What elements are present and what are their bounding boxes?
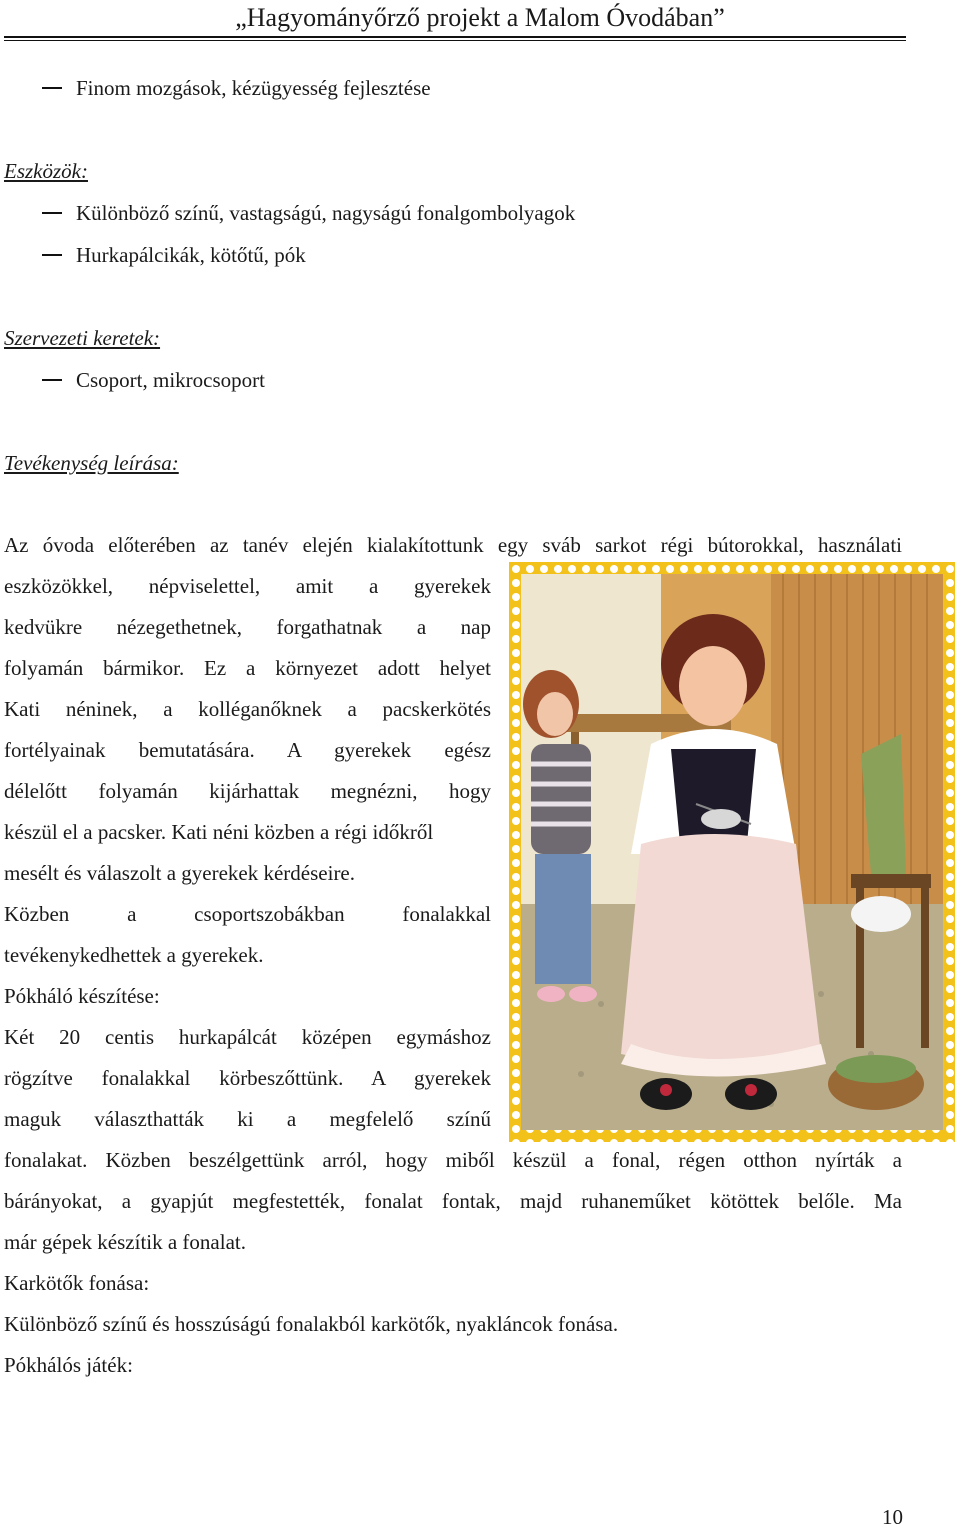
subheading-karkotok: Karkötők fonása: — [4, 1271, 150, 1295]
description-line: rögzítve fonalakkal körbeszőttünk. A gyerekek — [4, 1066, 491, 1090]
description-line: készül el a pacsker. Kati néni közben a régi időkről — [4, 820, 434, 844]
subheading-pokhalos-jatek: Pókhálós játék: — [4, 1353, 133, 1377]
description-line: Kati néninek, a kolléganőknek a pacskerkötés — [4, 697, 491, 721]
tools-heading: Eszközök: — [4, 159, 88, 183]
photo-illustration — [521, 574, 943, 1130]
organization-heading: Szervezeti keretek: — [4, 326, 161, 350]
description-line: Különböző színű és hosszúságú fonalakból karkötők, nyakláncok fonása. — [4, 1312, 619, 1336]
description-line: már gépek készítik a fonalat. — [4, 1230, 246, 1254]
organization-item: Csoport, mikrocsoport — [42, 367, 265, 393]
knitting-demonstration-photo — [509, 562, 955, 1142]
description-line: fortélyainak bemutatására. A gyerekek egész — [4, 738, 491, 762]
description-line: mesélt és válaszolt a gyerekek kérdéseire. — [4, 861, 356, 885]
description-line: tevékenykedhettek a gyerekek. — [4, 943, 264, 967]
header-rule — [4, 36, 906, 38]
description-line: Az óvoda előterében az tanév elején kialakítottunk egy sváb sarkot régi bútorokkal, használati — [4, 533, 902, 557]
page-number: 10 — [882, 1505, 903, 1529]
subheading-pokhalo: Pókháló készítése: — [4, 984, 160, 1008]
description-line: folyamán bármikor. Ez a környezet adott helyet — [4, 656, 491, 680]
tools-item: Hurkapálcikák, kötőtű, pók — [42, 242, 306, 268]
description-line: maguk választhatták ki a megfelelő színű — [4, 1107, 491, 1131]
dash-bullet-icon — [42, 87, 62, 89]
header-rule-thin — [4, 40, 906, 41]
description-line: eszközökkel, népviselettel, amit a gyerekek — [4, 574, 491, 598]
page-header-title: „Hagyományőrző projekt a Malom Óvodában” — [235, 3, 725, 32]
photo-scene — [521, 574, 943, 1130]
description-line: bárányokat, a gyapjút megfestették, fonalat fontak, majd ruhaneműket kötöttek belőle. Ma — [4, 1189, 902, 1213]
description-line: kedvükre nézegethetnek, forgathatnak a nap — [4, 615, 491, 639]
dash-bullet-icon — [42, 379, 62, 381]
tools-item: Különböző színű, vastagságú, nagyságú fonalgombolyagok — [42, 200, 575, 226]
dash-bullet-icon — [42, 254, 62, 256]
description-line: délelőtt folyamán kijárhattak megnézni, hogy — [4, 779, 491, 803]
description-heading: Tevékenység leírása: — [4, 451, 179, 475]
description-line: Közben a csoportszobákban fonalakkal — [4, 902, 491, 926]
description-line: fonalakat. Közben beszélgettünk arról, hogy miből készül a fonal, régen otthon nyírták a — [4, 1148, 902, 1172]
dash-bullet-icon — [42, 212, 62, 214]
description-line: Két 20 centis hurkapálcát középen egymáshoz — [4, 1025, 491, 1049]
bullet-item-goal: Finom mozgások, kézügyesség fejlesztése — [42, 75, 431, 101]
